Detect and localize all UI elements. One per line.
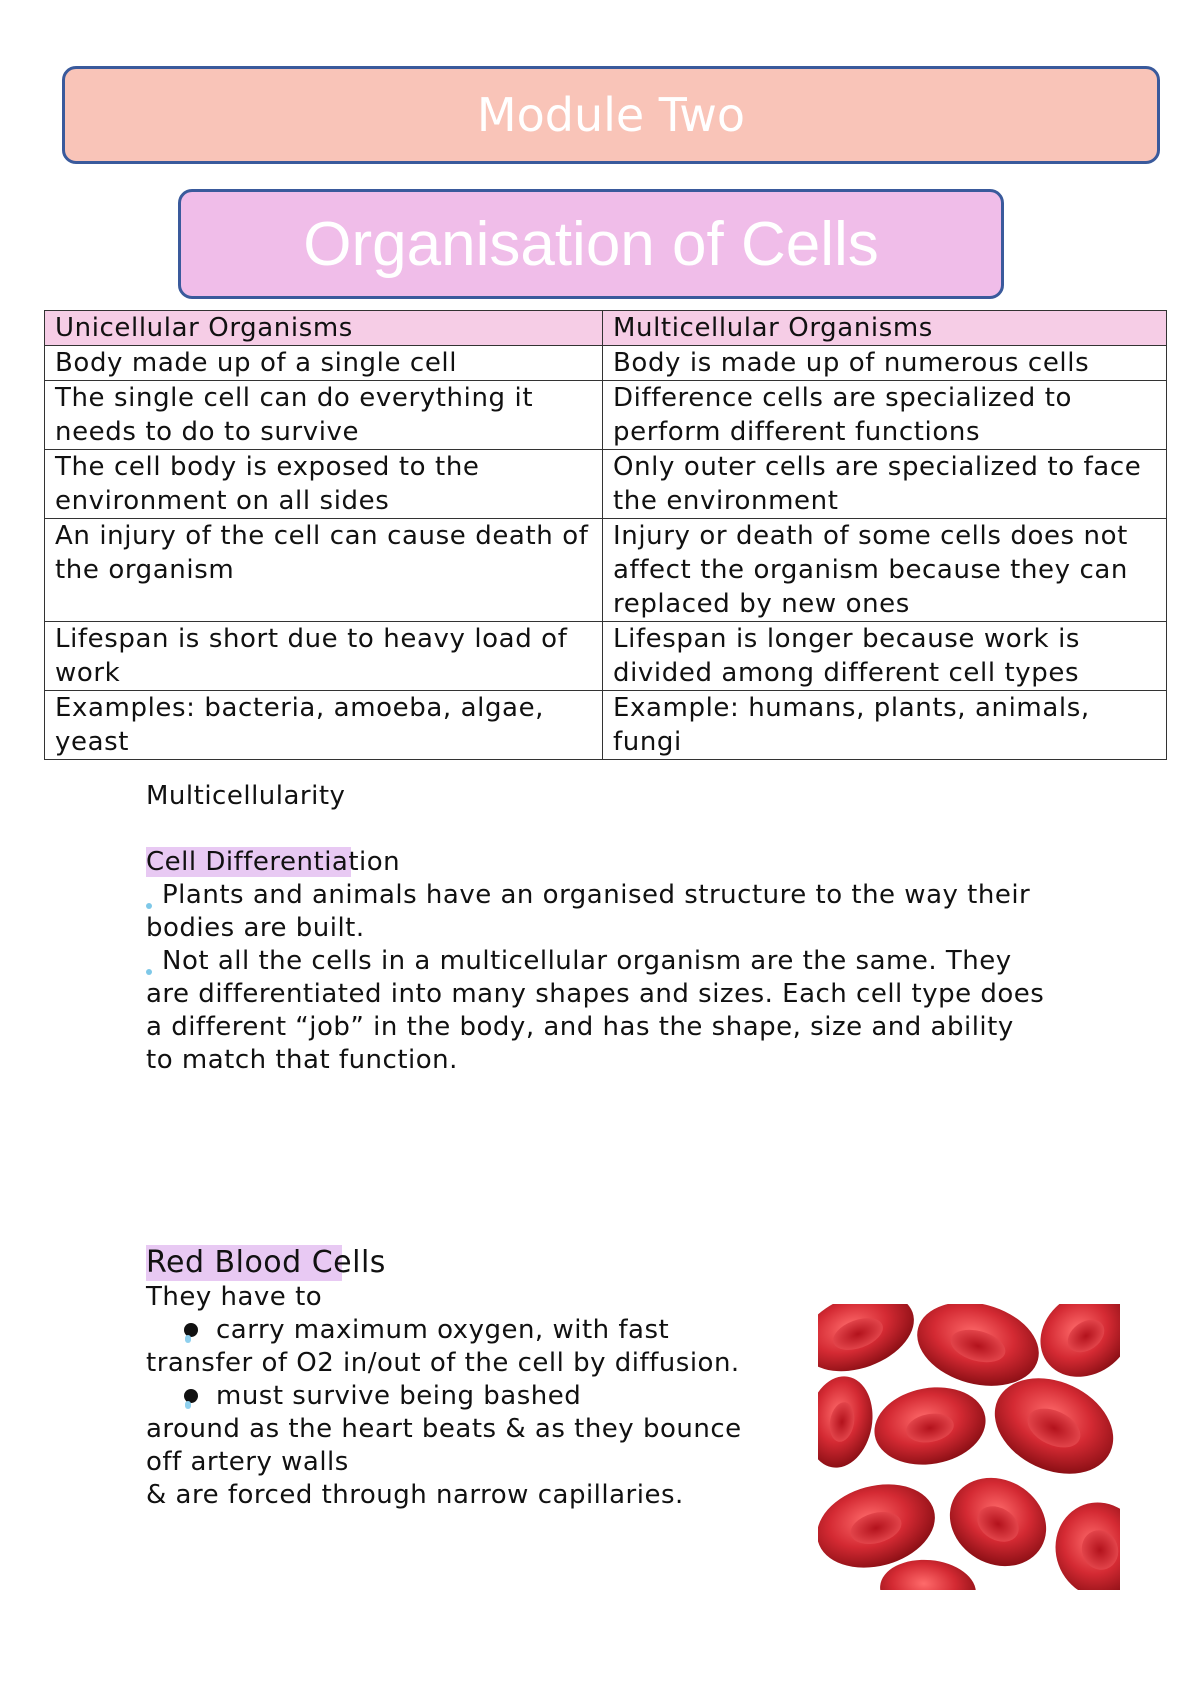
paragraph-text: Plants and animals have an organised structure to the way their bodies are built. (146, 880, 1031, 943)
red-blood-cells-section (146, 1245, 786, 1512)
module-banner (62, 66, 1160, 164)
bullet-text: must survive being bashed (216, 1381, 582, 1411)
table-cell: Body made up of a single cell (45, 346, 603, 381)
bullet-item (146, 1314, 786, 1347)
section-title: Multicellularity (146, 781, 346, 811)
closing-text: & are forced through narrow capillaries. (146, 1480, 684, 1510)
table-row (45, 346, 1167, 381)
table-row (45, 381, 1167, 450)
table-row (45, 691, 1167, 760)
table-header-row (45, 311, 1167, 346)
table-cell: Injury or death of some cells does not affect the organism because they can replaced by new ones (603, 519, 1167, 622)
bullet-icon (184, 1323, 198, 1337)
table-cell: Only outer cells are specialized to face the environment (603, 450, 1167, 519)
cell-shape (1042, 1490, 1120, 1590)
paragraph (146, 879, 1046, 945)
bullet-continuation: around as the heart beats & as they bounce off artery walls (146, 1414, 742, 1477)
red-blood-cells-heading: Red Blood Cells (146, 1245, 386, 1280)
comparison-table (44, 310, 1167, 760)
table-cell: Lifespan is longer because work is divided among different cell types (603, 622, 1167, 691)
cell-shape (818, 1304, 925, 1386)
multicellularity-section (146, 780, 1046, 1077)
table-cell: Difference cells are specialized to perform different functions (603, 381, 1167, 450)
comment-marker-icon (146, 969, 152, 975)
table-cell: The single cell can do everything it needs to do to survive (45, 381, 603, 450)
topic-banner (178, 189, 1004, 299)
table-row (45, 622, 1167, 691)
table-cell: Examples: bacteria, amoeba, algae, yeast (45, 691, 603, 760)
table-cell: Example: humans, plants, animals, fungi (603, 691, 1167, 760)
cell-shape (818, 1371, 880, 1473)
table-cell: Body is made up of numerous cells (603, 346, 1167, 381)
bullet-icon (184, 1389, 198, 1403)
comment-marker-icon (146, 903, 152, 909)
table-cell: An injury of the cell can cause death of the organism (45, 519, 603, 622)
paragraph-text: Not all the cells in a multicellular organism are the same. They are differentiated into many shapes and sizes. Each cell type does a different “job” in the body, and has the shape, size and ability to match that function. (146, 946, 1045, 1075)
bullet-text: carry maximum oxygen, with fast (216, 1315, 670, 1345)
table-header-cell: Multicellular Organisms (603, 311, 1167, 346)
bullet-continuation: transfer of O2 in/out of the cell by diffusion. (146, 1348, 740, 1378)
table-row (45, 519, 1167, 622)
table-cell: The cell body is exposed to the environment on all sides (45, 450, 603, 519)
paragraph (146, 945, 1046, 1077)
cell-shape (934, 1461, 1063, 1584)
table-cell: Lifespan is short due to heavy load of work (45, 622, 603, 691)
table-header-cell: Unicellular Organisms (45, 311, 603, 346)
cell-shape (868, 1379, 991, 1473)
table-row (45, 450, 1167, 519)
topic-title: Organisation of Cells (303, 209, 879, 279)
cell-differentiation-heading: Cell Differentiation (146, 847, 401, 877)
bullet-item (146, 1380, 786, 1413)
intro-text: They have to (146, 1282, 323, 1312)
red-blood-cells-illustration (818, 1304, 1120, 1590)
module-title: Module Two (476, 88, 746, 142)
red-blood-cells-image (818, 1304, 1120, 1590)
